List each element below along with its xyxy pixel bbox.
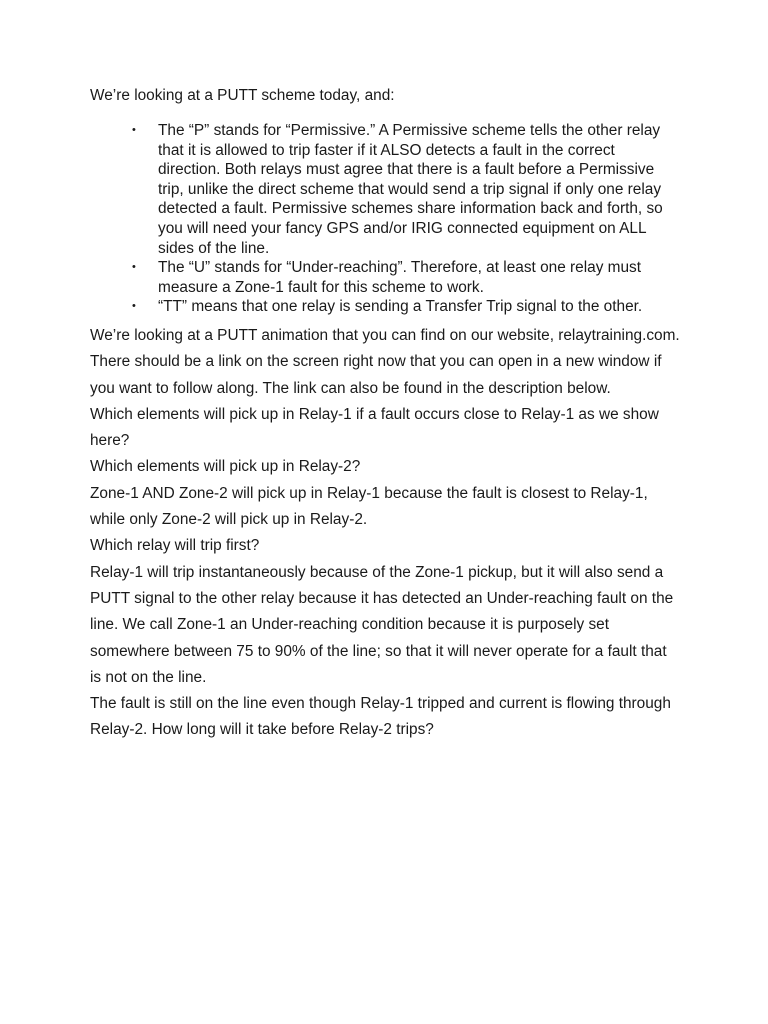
body-paragraphs [90,323,680,744]
bullet-item-transfer-trip [90,297,680,317]
bullet-text: The “U” stands for “Under-reaching”. Therefore, at least one relay must measure a Zone-1 fault for this scheme to work. [158,259,642,296]
bullet-item-permissive [90,121,680,258]
bullet-icon: • [132,261,136,274]
bullet-icon: • [132,124,136,136]
paragraph-question-relay2-trip: The fault is still on the line even though Relay-1 tripped and current is flowing through Relay-2. How long will it take before Relay-2 trips? [90,695,671,739]
bullet-item-under-reaching [90,258,680,297]
bullet-text: The “P” stands for “Permissive.” A Permissive scheme tells the other relay that it is allowed to trip faster if it ALSO detects a fault in the correct direction. Both relays must agree that there is a fault before a Permissive trip, unlike the direct scheme that would send a trip signal if only one relay detected a fault. Permissive schemes share information back and forth, so you will need your fancy GPS and/or IRIG connected equipment on ALL sides of the line. [158,122,663,257]
paragraph-answer-trip: Relay-1 will trip instantaneously because of the Zone-1 pickup, but it will also send a PUTT signal to the other relay because it has detected an Under-reaching fault on the line. We call Zone-1 an Under-reaching condition because it is purposely set somewhere between 75 to 90% of the line; so that it will never operate for a fault that is not on the line. [90,563,674,686]
paragraph-question-relay2: Which elements will pick up in Relay-2? [90,458,361,476]
intro-line: We’re looking at a PUTT scheme today, and: [90,87,395,104]
paragraph-question-trip-first: Which relay will trip first? [90,537,260,555]
putt-definition-list [90,121,680,317]
bullet-icon: • [132,300,136,313]
paragraph-answer-pickup: Zone-1 AND Zone-2 will pick up in Relay-1 because the fault is closest to Relay-1, while only Zone-2 will pick up in Relay-2. [90,484,648,529]
paragraph-animation-link: We’re looking at a PUTT animation that you can find on our website, relaytraining.com. There should be a link on the screen right now that you can open in a new window if you want to follow along. The link can also be found in the description below. [90,326,680,397]
paragraph-question-relay1: Which elements will pick up in Relay-1 if a fault occurs close to Relay-1 as we show here? [90,405,659,450]
document-body [90,86,680,744]
bullet-text: “TT” means that one relay is sending a Transfer Trip signal to the other. [158,298,643,316]
